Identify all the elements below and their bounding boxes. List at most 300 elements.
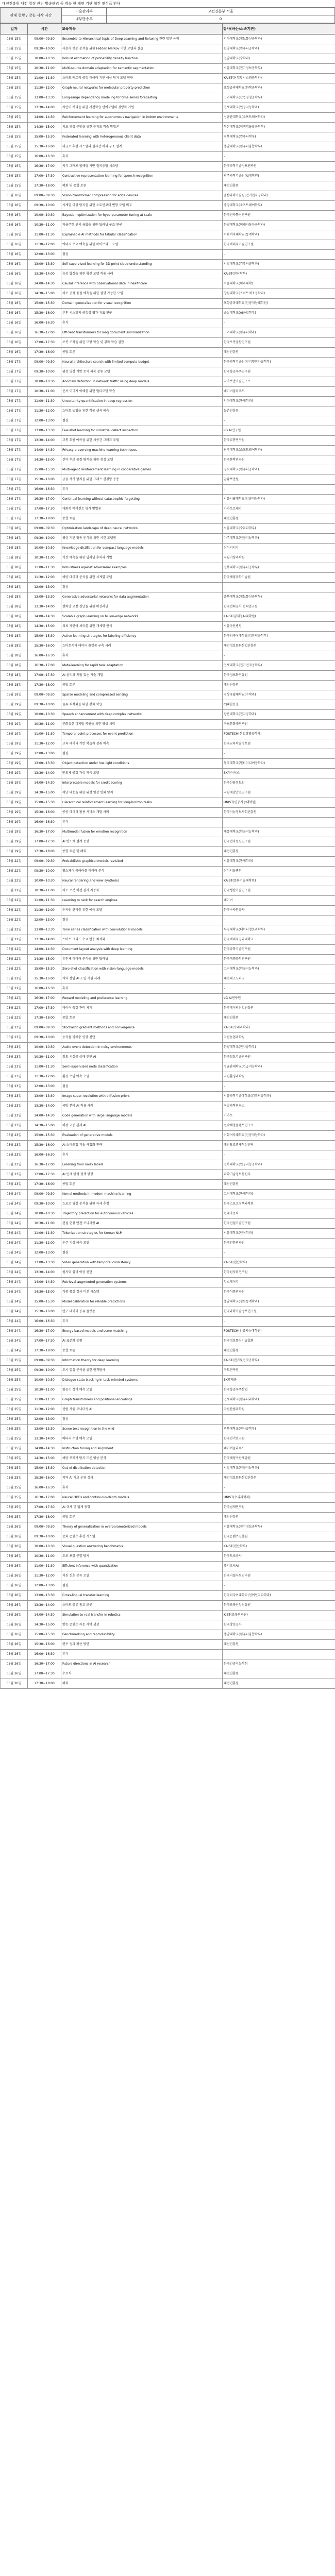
- cell-host: 한국식품연구원: [223, 1287, 335, 1297]
- cell-date: 05월 23일: [1, 1160, 28, 1170]
- table-row: [1, 1297, 335, 1307]
- cell-host: 한국수자원공사: [223, 906, 335, 916]
- cell-host: -: [223, 250, 335, 260]
- cell-content: 휴식: [61, 1650, 223, 1659]
- cell-content: Speech enhancement with deep complex networks: [61, 710, 223, 720]
- cell-time: 15:00~15:30: [28, 1297, 61, 1307]
- cell-content: 항공기 정비 예측 모델: [61, 1385, 223, 1395]
- cell-host: UNIST(수리과학과): [223, 1493, 335, 1503]
- cell-date: 05월 23일: [1, 1043, 28, 1053]
- cell-date: 05월 15일: [1, 113, 28, 123]
- cell-time: 17:30~18:00: [28, 1013, 61, 1023]
- cell-host: 삼성서울병원: [223, 867, 335, 876]
- cell-content: 의료 자연어 처리를 위한 개체명 인식: [61, 622, 223, 632]
- cell-date: 05월 26일: [1, 1620, 28, 1630]
- cell-date: 05월 18일: [1, 651, 28, 661]
- cell-time: 16:00~16:30: [28, 1150, 61, 1160]
- cell-time: 09:30~10:00: [28, 1199, 61, 1209]
- table-row: [1, 387, 335, 397]
- schedule-table: [0, 23, 335, 1689]
- cell-content: Continual learning without catastrophic forgetting: [61, 495, 223, 504]
- table-row: [1, 1258, 335, 1268]
- cell-host: 대전정보문화산업진흥원: [223, 641, 335, 651]
- cell-date: 05월 16일: [1, 201, 28, 211]
- cell-time: 15:30~16:00: [28, 142, 61, 152]
- table-row: [1, 720, 335, 730]
- cell-date: 05월 22일: [1, 974, 28, 984]
- cell-date: 05월 15일: [1, 64, 28, 74]
- table-row: [1, 837, 335, 847]
- table-row: [1, 289, 335, 299]
- cell-host: 연세대학교(전기전자공학부): [223, 661, 335, 671]
- cell-content: Simulation-to-real transfer in robotics: [61, 1611, 223, 1620]
- cell-host: 서울대학교(통계학과): [223, 857, 335, 867]
- table-row: [1, 426, 335, 436]
- cell-time: 13:00~13:30: [28, 592, 61, 602]
- cell-content: Audio event detection in noisy environments: [61, 1043, 223, 1053]
- cell-host: 단국대학교(소프트웨어학과): [223, 446, 335, 455]
- cell-host: 한국콘텐츠진흥원: [223, 1532, 335, 1542]
- cell-host: 카카오: [223, 1111, 335, 1121]
- table-row: [1, 1111, 335, 1121]
- cell-time: 10:30~11:00: [28, 1053, 61, 1062]
- cell-content: 폐회: [61, 1679, 223, 1689]
- cell-time: 15:00~15:30: [28, 632, 61, 641]
- cell-date: 05월 24일: [1, 1190, 28, 1199]
- cell-content: Learning from noisy labels: [61, 1160, 223, 1170]
- cell-date: 05월 24일: [1, 1346, 28, 1356]
- cell-date: 05월 23일: [1, 1170, 28, 1180]
- table-row: [1, 1366, 335, 1376]
- cell-content: Dialogue state tracking in task-oriented systems: [61, 1376, 223, 1385]
- table-row: [1, 1542, 335, 1552]
- cell-time: 09:30~10:00: [28, 1532, 61, 1542]
- cell-date: 05월 26일: [1, 1630, 28, 1640]
- table-row: [1, 1150, 335, 1160]
- cell-content: Retrieval-augmented generation systems: [61, 1278, 223, 1287]
- cell-time: 17:00~17:30: [28, 504, 61, 514]
- cell-content: 지역 산업 AI 도입 지원 사례: [61, 974, 223, 984]
- cell-time: 17:00~17:30: [28, 1004, 61, 1013]
- cell-host: 서강대학교(컴퓨터공학과): [223, 260, 335, 269]
- cell-content: Robust estimation of probability density function: [61, 54, 223, 64]
- cell-date: 05월 25일: [1, 1405, 28, 1415]
- table-row: [1, 769, 335, 778]
- cell-date: 05월 16일: [1, 338, 28, 348]
- table-row: [1, 916, 335, 925]
- cell-host: 삼성리서치: [223, 544, 335, 553]
- cell-content: 점심: [61, 583, 223, 592]
- cell-date: 05월 16일: [1, 318, 28, 328]
- cell-time: 17:30~18:00: [28, 1180, 61, 1190]
- table-row: [1, 1415, 335, 1425]
- cell-content: Trajectory prediction for autonomous vehicles: [61, 1209, 223, 1219]
- cell-date: 05월 23일: [1, 1023, 28, 1033]
- cell-date: 05월 23일: [1, 1092, 28, 1101]
- cell-time: 14:30~15:00: [28, 1287, 61, 1297]
- cell-content: 종합 토론 및 폐회: [61, 847, 223, 857]
- cell-host: 포항공과대학교(화학공학과): [223, 83, 335, 93]
- cell-time: 15:30~16:00: [28, 1141, 61, 1150]
- cell-date: 05월 15일: [1, 74, 28, 83]
- cell-date: 05월 19일: [1, 769, 28, 778]
- cell-time: 10:00~10:30: [28, 377, 61, 387]
- cell-time: 16:00~16:30: [28, 1483, 61, 1493]
- cell-content: Causal inference with observational data in healthcare: [61, 279, 223, 289]
- cell-date: 05월 16일: [1, 240, 28, 250]
- cell-content: Federated learning with heterogeneous client data: [61, 132, 223, 142]
- cell-content: Uncertainty quantification in deep regression: [61, 397, 223, 406]
- cell-host: 한국해양과학기술원: [223, 573, 335, 583]
- table-row: [1, 1640, 335, 1650]
- cell-content: 유전체 데이터 분석을 위한 딥러닝: [61, 955, 223, 964]
- cell-time: 14:00~14:30: [28, 1278, 61, 1287]
- cell-content: 휴식: [61, 152, 223, 162]
- table-row: [1, 1503, 335, 1513]
- table-row: [1, 778, 335, 788]
- cell-content: 스마트 물류 창고 로봇: [61, 1601, 223, 1611]
- table-row: [1, 1464, 335, 1473]
- table-row: [1, 974, 335, 984]
- cell-content: 해양 쓰레기 탐지 드론 영상 분석: [61, 1454, 223, 1464]
- cell-date: 05월 24일: [1, 1287, 28, 1297]
- cell-date: 05월 18일: [1, 632, 28, 641]
- cell-date: 05월 26일: [1, 1640, 28, 1650]
- cell-content: 추천 시스템의 공정성 평가 지표 연구: [61, 309, 223, 318]
- table-row: [1, 1650, 335, 1659]
- cell-date: 05월 18일: [1, 544, 28, 553]
- table-row: [1, 798, 335, 808]
- table-row: [1, 172, 335, 181]
- cell-date: 05월 22일: [1, 857, 28, 867]
- cell-date: 05월 16일: [1, 299, 28, 309]
- cell-host: -: [223, 984, 335, 994]
- cell-date: 05월 24일: [1, 1297, 28, 1307]
- cell-host: 한국법제연구원: [223, 1503, 335, 1513]
- cell-time: 16:30~17:00: [28, 328, 61, 338]
- cell-content: Visual question answering benchmarks: [61, 1542, 223, 1552]
- table-row: [1, 201, 335, 211]
- cell-content: 스마트 농업을 위한 작물 생육 예측: [61, 406, 223, 416]
- table-row: [1, 1199, 335, 1209]
- table-row: [1, 211, 335, 221]
- cell-date: 05월 26일: [1, 1669, 28, 1679]
- table-row: [1, 1053, 335, 1062]
- cell-host: 한국교통연구원: [223, 436, 335, 446]
- cell-date: 05월 18일: [1, 641, 28, 651]
- cell-host: 과학기술정보통신부: [223, 1170, 335, 1180]
- cell-date: 05월 15일: [1, 123, 28, 132]
- table-row: [1, 406, 335, 416]
- cell-content: AI 스타트업 기술 사업화 전략: [61, 1141, 223, 1150]
- cell-host: 한국에너지공과대학교: [223, 935, 335, 945]
- table-row: [1, 563, 335, 573]
- cell-host: 카카오브레인: [223, 504, 335, 514]
- cell-time: 09:00~09:30: [28, 1356, 61, 1366]
- cell-content: 원자력 설비 이상 진단: [61, 1268, 223, 1278]
- cell-content: 점심: [61, 1581, 223, 1591]
- cell-date: 05월 19일: [1, 759, 28, 769]
- table-row: [1, 808, 335, 818]
- table-row: [1, 1659, 335, 1669]
- cell-time: 16:30~17:00: [28, 495, 61, 504]
- cell-content: 해양 데이터 분석을 위한 시계열 모델: [61, 573, 223, 583]
- cell-host: 대전진흥원: [223, 348, 335, 358]
- cell-time: 17:00~17:30: [28, 1170, 61, 1180]
- cell-content: 휴식: [61, 651, 223, 661]
- cell-time: 12:00~13:00: [28, 416, 61, 426]
- table-row: [1, 749, 335, 759]
- cell-content: Kernel methods in modern machine learning: [61, 1190, 223, 1199]
- cell-content: 스마트 팩토리 공정 데이터 기반 이상 탐지 모델 연구: [61, 74, 223, 83]
- cell-time: 15:00~15:30: [28, 1464, 61, 1473]
- cell-time: 14:00~14:30: [28, 113, 61, 123]
- cell-content: Knowledge distillation for compact language models: [61, 544, 223, 553]
- cell-time: 17:00~17:30: [28, 837, 61, 847]
- cell-content: 반도체 공정 가상 계측 모델: [61, 769, 223, 778]
- col-header-host: 강사(하는/소속기관): [223, 24, 335, 35]
- cell-time: 13:00~13:30: [28, 93, 61, 103]
- cell-date: 05월 26일: [1, 1522, 28, 1532]
- cell-time: 13:00~13:30: [28, 260, 61, 269]
- table-row: [1, 553, 335, 563]
- cell-host: 선박해양플랜트연구소: [223, 1121, 335, 1131]
- table-row: [1, 700, 335, 710]
- cell-date: 05월 23일: [1, 1033, 28, 1043]
- table-row: [1, 338, 335, 348]
- cell-host: 한국원자력연구원: [223, 1268, 335, 1278]
- table-row: [1, 250, 335, 260]
- cell-content: Neural rendering and view synthesis: [61, 876, 223, 886]
- cell-time: 09:30~10:00: [28, 867, 61, 876]
- cell-date: 05월 22일: [1, 906, 28, 916]
- cell-time: 10:00~10:30: [28, 1209, 61, 1219]
- table-row: [1, 1513, 335, 1522]
- cell-date: 05월 16일: [1, 260, 28, 269]
- cell-date: 05월 18일: [1, 681, 28, 690]
- cell-host: POSTECH(산업경영공학과): [223, 730, 335, 739]
- cell-host: 국립산림과학원: [223, 1405, 335, 1415]
- cell-date: 05월 17일: [1, 514, 28, 524]
- cell-time: 10:00~10:30: [28, 1043, 61, 1053]
- cell-host: 한국도로공사: [223, 1552, 335, 1562]
- cell-time: 10:30~11:00: [28, 1552, 61, 1562]
- cell-host: 한국신용정보원: [223, 778, 335, 788]
- cell-host: 고려대학교(산업경영공학부): [223, 93, 335, 103]
- cell-content: Energy-based models and score matching: [61, 1327, 223, 1336]
- cell-content: Benchmarking and reproducibility: [61, 1630, 223, 1640]
- cell-content: 해상 교통 관제 AI: [61, 1121, 223, 1131]
- cell-content: Image super-resolution with diffusion priors: [61, 1092, 223, 1101]
- cell-time: 13:00~13:30: [28, 1092, 61, 1101]
- cell-host: -: [223, 152, 335, 162]
- cell-time: 12:00~13:00: [28, 583, 61, 592]
- cell-time: 11:30~12:00: [28, 739, 61, 749]
- cell-time: 11:30~12:00: [28, 1571, 61, 1581]
- cell-time: 15:00~15:30: [28, 465, 61, 475]
- cell-date: 05월 15일: [1, 103, 28, 113]
- cell-content: Scene text recognition in the wild: [61, 1425, 223, 1434]
- cell-host: 광운대학교(전자공학과): [223, 710, 335, 720]
- cell-content: 문화유산 디지털 복원을 위한 영상 처리: [61, 720, 223, 730]
- table-row: [1, 759, 335, 769]
- cell-host: -: [223, 1150, 335, 1160]
- table-row: [1, 83, 335, 93]
- table-row: [1, 602, 335, 612]
- table-row: [1, 328, 335, 338]
- cell-content: 점심: [61, 916, 223, 925]
- table-row: [1, 730, 335, 739]
- table-row: [1, 1356, 335, 1366]
- cell-host: 서울대학교(의과대학): [223, 279, 335, 289]
- cell-time: 11:30~12:00: [28, 573, 61, 583]
- cell-content: 휴식: [61, 318, 223, 328]
- table-row: [1, 416, 335, 426]
- cell-date: 05월 17일: [1, 436, 28, 446]
- cell-content: AI 규제 및 법제 동향: [61, 1503, 223, 1513]
- cell-time: 09:30~10:00: [28, 534, 61, 544]
- table-row: [1, 1209, 335, 1219]
- table-row: [1, 142, 335, 152]
- cell-date: 05월 15일: [1, 172, 28, 181]
- cell-content: 수료식: [61, 1669, 223, 1679]
- cell-date: 05월 25일: [1, 1395, 28, 1405]
- cell-host: 부산대학교(의생명융합공학부): [223, 123, 335, 132]
- cell-date: 05월 17일: [1, 485, 28, 495]
- cell-time: 09:00~09:30: [28, 191, 61, 201]
- cell-date: 05월 16일: [1, 221, 28, 230]
- cell-time: 11:30~12:00: [28, 1239, 61, 1248]
- cell-time: 14:00~14:30: [28, 945, 61, 955]
- cell-host: 충남대학교(컴퓨터융합학부): [223, 1630, 335, 1640]
- cell-time: 17:00~17:30: [28, 1503, 61, 1513]
- table-row: [1, 279, 335, 289]
- cell-host: -: [223, 1650, 335, 1659]
- cell-time: 10:00~10:30: [28, 544, 61, 553]
- cell-host: 한국천문연구원: [223, 1239, 335, 1248]
- cell-date: 05월 26일: [1, 1571, 28, 1581]
- cell-host: -: [223, 416, 335, 426]
- cell-host: 연세대학교(인공지능학과): [223, 103, 335, 113]
- table-row: [1, 1601, 335, 1611]
- table-row: [1, 436, 335, 446]
- meta-val: 0: [107, 15, 335, 23]
- cell-content: 종합 토론: [61, 1180, 223, 1190]
- cell-content: 신약 후보 물질 탐색을 위한 생성 모델: [61, 455, 223, 465]
- table-row: [1, 475, 335, 485]
- cell-time: 09:30~10:00: [28, 367, 61, 377]
- cell-time: 14:00~14:30: [28, 1611, 61, 1620]
- cell-host: 경상국립대학교(수학과): [223, 690, 335, 700]
- table-row: [1, 455, 335, 465]
- table-row: [1, 1405, 335, 1415]
- table-row: [1, 260, 335, 269]
- cell-time: 14:00~14:30: [28, 778, 61, 788]
- cell-host: 한국전자통신연구원: [223, 211, 335, 221]
- cell-host: KAIST(전기및전자공학부): [223, 1356, 335, 1366]
- table-row: [1, 1004, 335, 1013]
- cell-time: 13:30~14:00: [28, 1601, 61, 1611]
- cell-content: 점심: [61, 250, 223, 260]
- table-row: [1, 367, 335, 377]
- cell-content: 지진 신호 분류 모델: [61, 1571, 223, 1581]
- cell-content: 지식 그래프 임베딩 기반 질의응답 시스템: [61, 162, 223, 172]
- cell-date: 05월 15일: [1, 35, 28, 44]
- cell-host: 서울아산병원: [223, 622, 335, 632]
- table-row: [1, 1229, 335, 1239]
- cell-host: 네이버클라우드: [223, 1444, 335, 1454]
- table-row: [1, 1141, 335, 1150]
- cell-content: Temporal point processes for event prediction: [61, 730, 223, 739]
- cell-time: 16:30~17:00: [28, 1493, 61, 1503]
- cell-time: 14:30~15:00: [28, 788, 61, 798]
- cell-host: POSTECH(인공지능대학원): [223, 1327, 335, 1336]
- cell-content: Interpretable models for credit scoring: [61, 778, 223, 788]
- table-row: [1, 1160, 335, 1170]
- cell-time: 14:30~15:00: [28, 123, 61, 132]
- table-row: [1, 710, 335, 720]
- cell-content: Bayesian optimization for hyperparameter tuning at scale: [61, 211, 223, 221]
- cell-date: 05월 26일: [1, 1601, 28, 1611]
- cell-host: 충남대학교(컴퓨터융합학부): [223, 142, 335, 152]
- cell-time: 17:30~18:00: [28, 1679, 61, 1689]
- cell-host: 한국로봇산업진흥원: [223, 1601, 335, 1611]
- table-row: [1, 64, 335, 74]
- cell-time: 09:30~10:00: [28, 700, 61, 710]
- cell-host: 한국정보화진흥원: [223, 671, 335, 681]
- cell-date: 05월 17일: [1, 358, 28, 367]
- cell-host: 한국스포츠정책과학원: [223, 1199, 335, 1209]
- cell-date: 05월 19일: [1, 827, 28, 837]
- cell-time: 17:00~17:30: [28, 338, 61, 348]
- cell-time: 10:00~10:30: [28, 1542, 61, 1552]
- cell-time: 13:30~14:00: [28, 103, 61, 113]
- col-header-date: 일자: [1, 24, 28, 35]
- cell-time: 12:00~13:00: [28, 1415, 61, 1425]
- cell-host: -: [223, 1248, 335, 1258]
- cell-time: 17:30~18:00: [28, 847, 61, 857]
- table-row: [1, 1581, 335, 1591]
- table-row: [1, 1072, 335, 1082]
- meta-table: [0, 7, 335, 23]
- table-row: [1, 1620, 335, 1630]
- cell-date: 05월 17일: [1, 455, 28, 465]
- table-row: [1, 1101, 335, 1111]
- cell-content: 공공 데이터 활용 서비스 개발 사례: [61, 808, 223, 818]
- cell-host: 울산과학기술원(전기전자공학과): [223, 191, 335, 201]
- cell-host: 대전테크노파크: [223, 974, 335, 984]
- table-row: [1, 681, 335, 690]
- cell-content: 점심: [61, 416, 223, 426]
- cell-time: 10:30~11:00: [28, 387, 61, 397]
- cell-time: 17:00~17:30: [28, 172, 61, 181]
- cell-host: 대전진흥원: [223, 514, 335, 524]
- cell-content: Efficient transformers for long document summarization: [61, 328, 223, 338]
- cell-content: 사용자 행동 분석을 위한 Hidden Markov 기반 모델과 실습: [61, 44, 223, 54]
- table-row: [1, 1180, 335, 1190]
- cell-date: 05월 25일: [1, 1483, 28, 1493]
- cell-content: Vision transformer compression for edge devices: [61, 191, 223, 201]
- table-row: [1, 35, 335, 44]
- cell-host: 한양대학교(미래자동차공학과): [223, 221, 335, 230]
- cell-host: 중앙대학교(소프트웨어학부): [223, 201, 335, 211]
- cell-host: 국방과학연구소: [223, 1101, 335, 1111]
- cell-date: 05월 18일: [1, 612, 28, 622]
- table-row: [1, 1121, 335, 1131]
- cell-time: 16:30~17:00: [28, 994, 61, 1004]
- cell-host: 금융보안원: [223, 475, 335, 485]
- cell-content: 전력망 고장 진단을 위한 머신러닝: [61, 602, 223, 612]
